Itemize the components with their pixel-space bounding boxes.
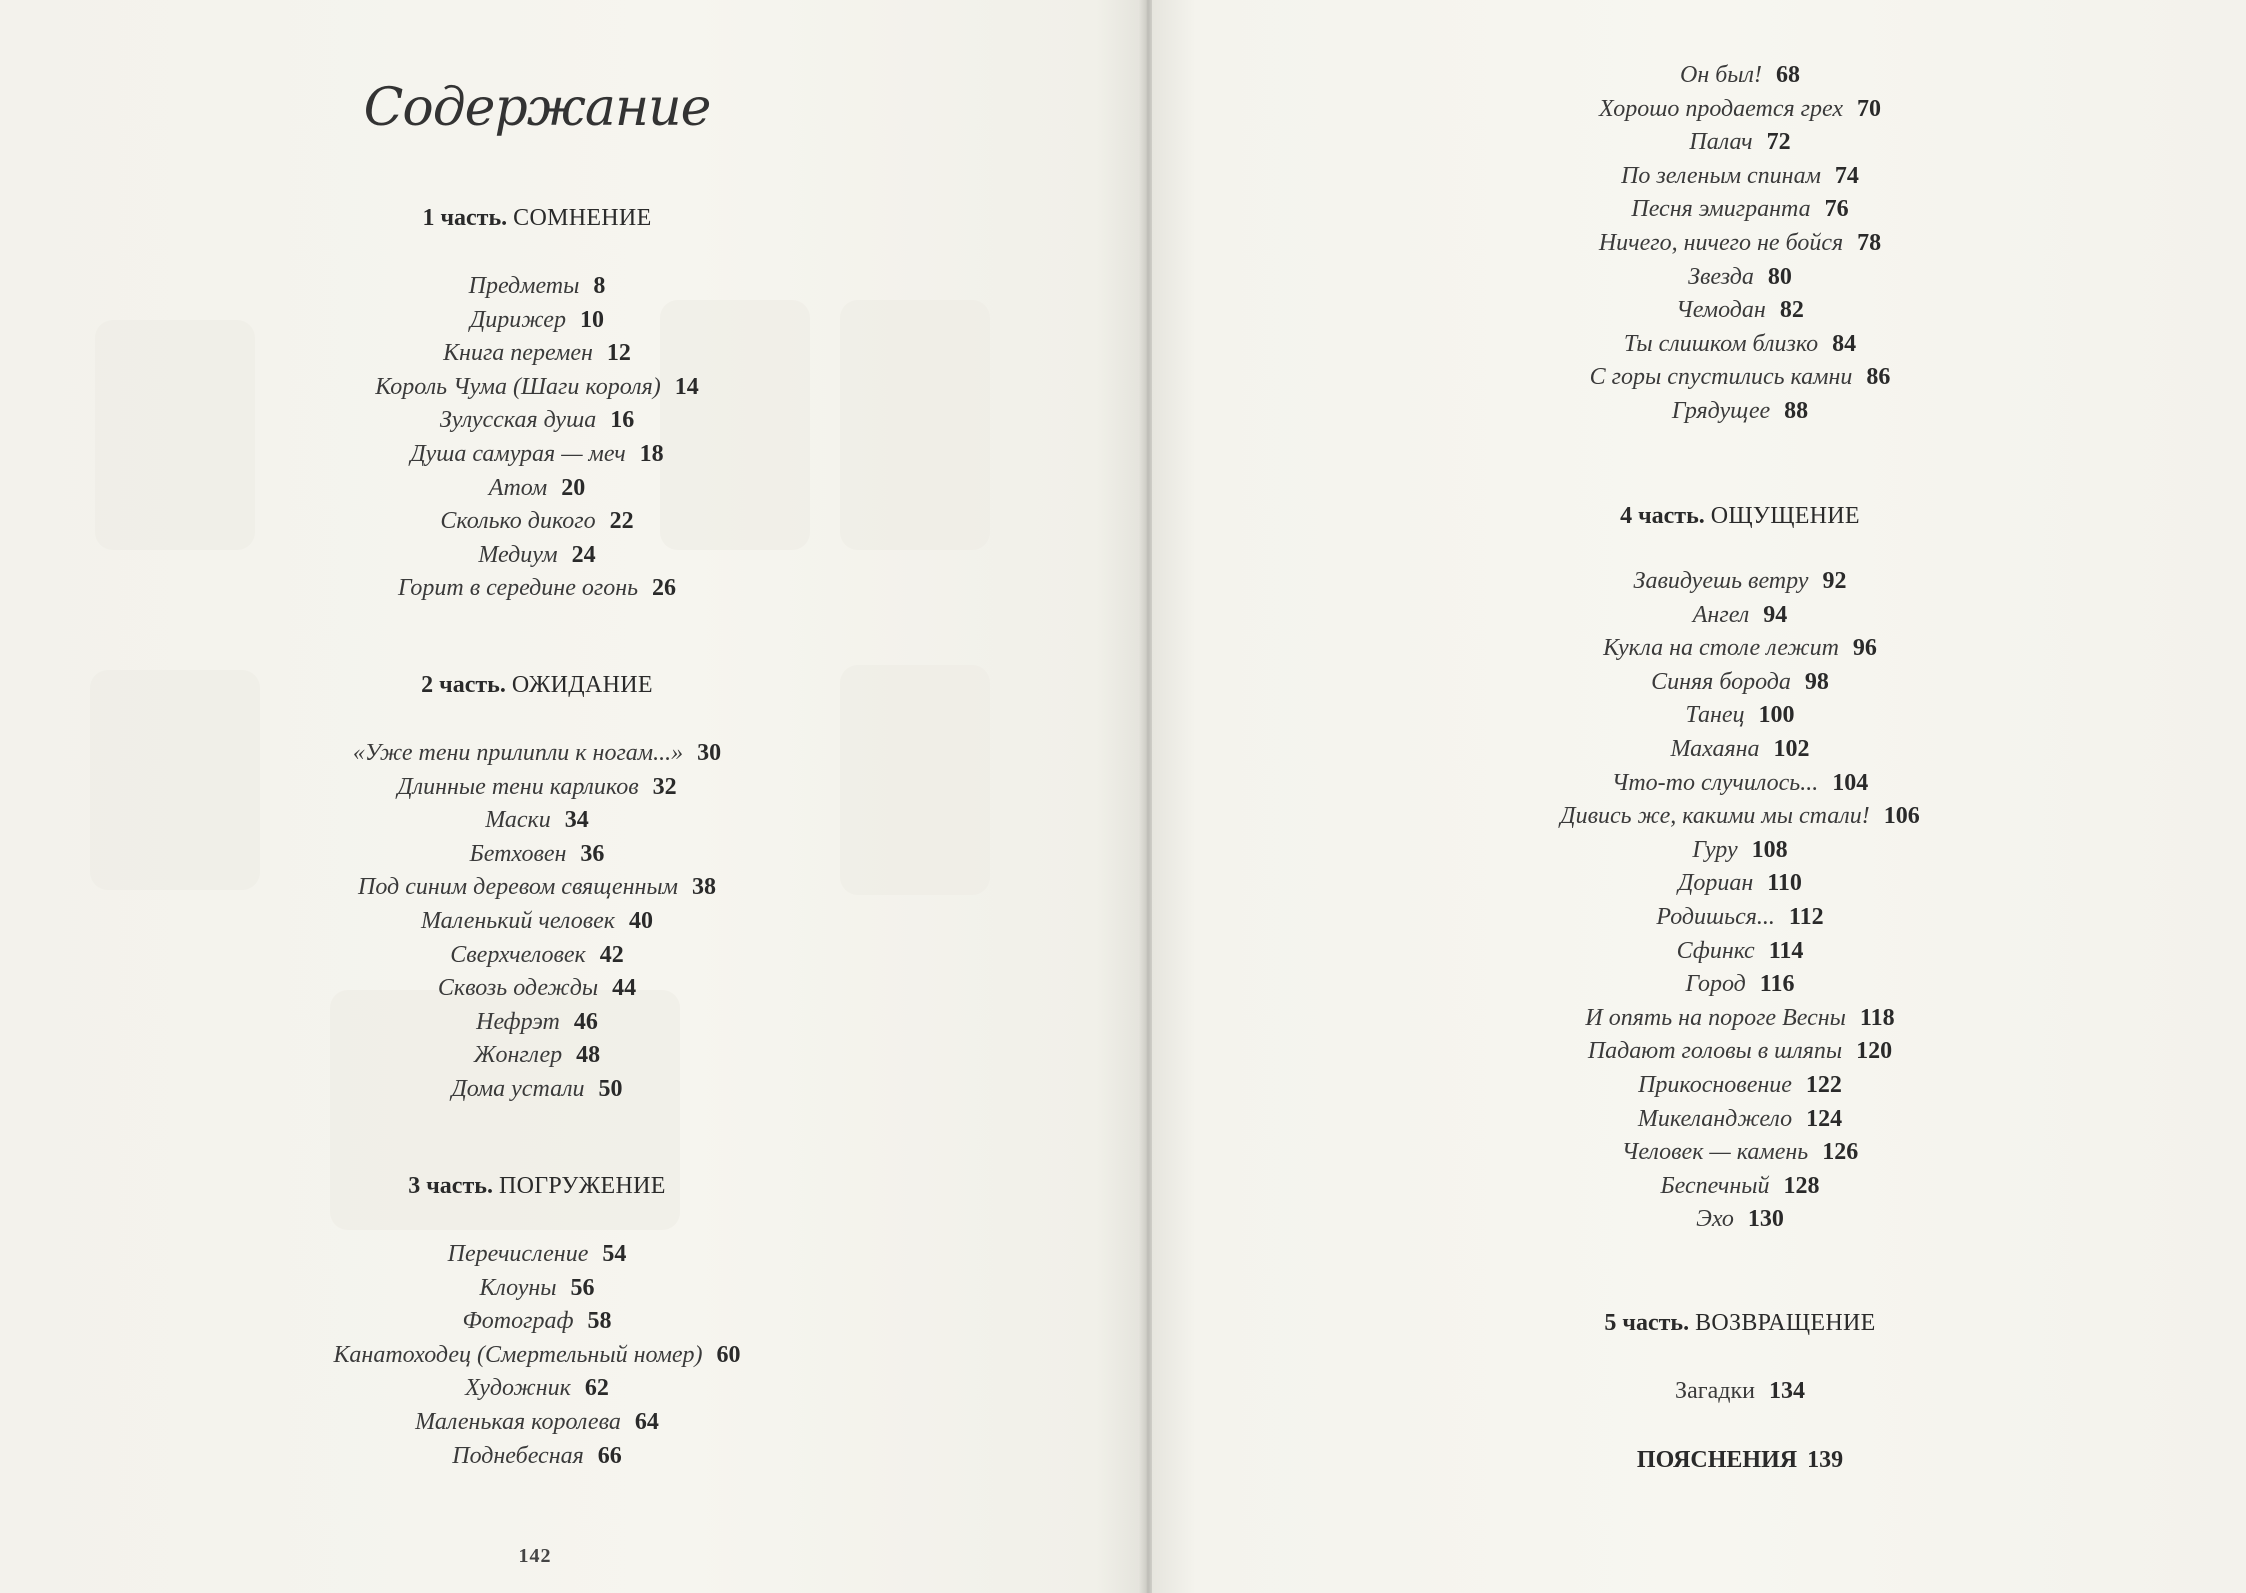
entry-page-number: 34: [564, 807, 589, 834]
entry-page-number: 60: [716, 1341, 741, 1368]
part-number: 3 часть.: [408, 1173, 493, 1199]
part-title: ОЖИДАНИЕ: [511, 672, 653, 698]
entry-page-number: 86: [1866, 364, 1891, 391]
entry-page-number: 94: [1763, 601, 1788, 628]
notes-page: 139: [1807, 1447, 1844, 1473]
entry-page-number: 8: [593, 273, 606, 299]
entry-page-number: 48: [576, 1042, 601, 1069]
toc-entry[interactable]: [1680, 62, 1800, 89]
entry-title: Жонглер: [473, 1042, 563, 1069]
show-through-shape: [840, 665, 990, 895]
entry-title: Бетховен: [469, 840, 567, 867]
entry-page-number: 44: [612, 975, 637, 1002]
toc-entry[interactable]: [448, 1241, 627, 1268]
entry-page-number: 56: [570, 1274, 595, 1301]
toc-entry[interactable]: [1696, 1206, 1784, 1233]
toc-entry[interactable]: [440, 508, 633, 535]
entry-title: Ничего, ничего не бойся: [1598, 230, 1844, 256]
toc-entry[interactable]: [358, 874, 716, 901]
toc-entry[interactable]: [1588, 1038, 1892, 1065]
entry-title: Сквозь одежды: [437, 975, 599, 1002]
entry-title: Канатоходец (Смертельный номер): [333, 1341, 703, 1368]
entry-title: Песня эмигранта: [1631, 196, 1811, 223]
toc-entry[interactable]: [415, 1409, 659, 1436]
entry-title: Загадки: [1675, 1378, 1755, 1404]
entry-page-number: 46: [573, 1008, 598, 1035]
toc-entry[interactable]: [1672, 398, 1808, 425]
toc-entry[interactable]: [462, 1308, 611, 1335]
entry-title: Ты слишком близко: [1623, 330, 1819, 357]
toc-entry[interactable]: [474, 1042, 600, 1069]
toc-entry[interactable]: [1692, 837, 1787, 864]
entry-page-number: 68: [1776, 62, 1801, 88]
entry-page-number: 70: [1856, 95, 1881, 122]
entry-page-number: 58: [587, 1308, 612, 1335]
entry-title: Город: [1685, 971, 1746, 998]
toc-entry[interactable]: [1651, 669, 1829, 696]
entry-title: Атом: [488, 474, 548, 501]
entry-title: Длинные тени карликов: [397, 773, 639, 800]
entry-title: Нефрэт: [476, 1008, 560, 1035]
entry-title: Танец: [1685, 702, 1745, 729]
entry-page-number: 76: [1824, 196, 1849, 223]
entry-page-number: 64: [634, 1409, 659, 1435]
entry-page-number: 130: [1747, 1206, 1784, 1233]
entry-page-number: 20: [561, 474, 586, 501]
entry-title: Маски: [485, 807, 551, 834]
part-heading: [421, 672, 653, 699]
entry-title: Махаяна: [1670, 736, 1760, 762]
toc-entry[interactable]: [1631, 196, 1848, 223]
toc-entry[interactable]: [452, 1443, 622, 1470]
entry-page-number: 124: [1806, 1105, 1843, 1132]
entry-title: И опять на пороге Весны: [1585, 1004, 1846, 1031]
entry-page-number: 72: [1766, 129, 1791, 156]
entry-title: Дирижер: [470, 306, 566, 333]
toc-entry[interactable]: [1622, 1139, 1858, 1166]
show-through-shape: [90, 670, 260, 890]
entry-page-number: 110: [1767, 870, 1802, 897]
show-through-shape: [95, 320, 255, 550]
entry-title: Предметы: [468, 273, 580, 299]
entry-page-number: 118: [1859, 1004, 1895, 1031]
entry-page-number: 54: [602, 1241, 627, 1267]
entry-title: Что-то случилось...: [1611, 769, 1819, 796]
toc-entry[interactable]: [333, 1342, 740, 1369]
entry-page-number: 88: [1784, 398, 1809, 424]
toc-entry[interactable]: [478, 542, 595, 569]
entry-title: Чемодан: [1676, 297, 1766, 324]
entry-title: Перечисление: [447, 1241, 589, 1267]
entry-page-number: 26: [652, 575, 677, 602]
part-title: ВОЗВРАЩЕНИЕ: [1695, 1310, 1876, 1336]
toc-entry[interactable]: [398, 575, 676, 602]
entry-page-number: 14: [674, 373, 699, 400]
toc-entry[interactable]: [438, 975, 636, 1002]
toc-entry[interactable]: [1599, 230, 1881, 257]
entry-title: Дома устали: [451, 1076, 585, 1102]
entry-title: Эхо: [1696, 1206, 1734, 1233]
toc-entry[interactable]: [1675, 1378, 1805, 1405]
toc-entry[interactable]: [1599, 96, 1881, 123]
entry-title: Синяя борода: [1651, 668, 1791, 695]
entry-page-number: 50: [598, 1076, 623, 1102]
toc-entry[interactable]: [1603, 635, 1877, 662]
entry-page-number: 62: [584, 1375, 609, 1402]
entry-page-number: 102: [1773, 736, 1810, 762]
part-number: 5 часть.: [1604, 1310, 1690, 1336]
entry-title: Человек — камень: [1621, 1139, 1809, 1166]
toc-entry[interactable]: [440, 407, 634, 434]
toc-entry[interactable]: [1689, 129, 1790, 156]
entry-page-number: 126: [1822, 1139, 1859, 1166]
toc-entry[interactable]: [1634, 568, 1847, 595]
entry-page-number: 84: [1832, 330, 1857, 357]
entry-page-number: 100: [1758, 702, 1795, 729]
entry-title: Звезда: [1688, 263, 1754, 290]
show-through-shape: [660, 300, 810, 550]
entry-page-number: 134: [1768, 1378, 1805, 1404]
entry-page-number: 42: [599, 941, 624, 968]
entry-title: Маленькая королева: [415, 1409, 621, 1435]
entry-title: Душа самурая — меч: [410, 441, 626, 467]
entry-title: По зеленым спинам: [1621, 162, 1821, 189]
toc-entry[interactable]: [470, 307, 604, 334]
toc-entry[interactable]: [1686, 971, 1795, 998]
toc-entry[interactable]: [1612, 770, 1868, 797]
toc-entry[interactable]: [1638, 1072, 1842, 1099]
toc-entry[interactable]: [1624, 331, 1856, 358]
toc-entry[interactable]: [410, 441, 663, 468]
entry-title: Сколько дикого: [440, 508, 596, 535]
entry-page-number: 66: [597, 1442, 622, 1469]
part-heading: [422, 205, 651, 232]
toc-entry[interactable]: [1678, 870, 1802, 897]
entry-page-number: 32: [652, 773, 677, 800]
entry-page-number: 108: [1751, 836, 1788, 863]
entry-page-number: 116: [1759, 971, 1795, 998]
toc-entry[interactable]: [421, 908, 653, 935]
entry-page-number: 98: [1804, 668, 1829, 695]
entry-title: Завидуешь ветру: [1633, 568, 1809, 594]
toc-entry[interactable]: [476, 1009, 598, 1036]
toc-entry[interactable]: [375, 374, 698, 401]
toc-entry[interactable]: [1677, 938, 1804, 965]
entry-title: Палач: [1689, 129, 1753, 156]
entry-title: Сфинкс: [1676, 937, 1755, 964]
part-heading: [1620, 503, 1860, 530]
toc-entry[interactable]: [1656, 904, 1823, 931]
entry-title: Клоуны: [479, 1274, 557, 1301]
entry-title: Дивись же, какими мы стали!: [1560, 803, 1870, 830]
entry-title: Беспечный: [1660, 1172, 1770, 1199]
toc-entry[interactable]: [1688, 264, 1792, 291]
entry-title: Горит в середине огонь: [397, 575, 639, 602]
toc-entry[interactable]: [1670, 736, 1809, 763]
toc-entry[interactable]: [1621, 163, 1859, 190]
entry-title: Король Чума (Шаги короля): [375, 373, 661, 400]
notes-entry: [1637, 1447, 1843, 1474]
entry-page-number: 92: [1822, 568, 1847, 594]
entry-page-number: 96: [1852, 635, 1877, 662]
entry-page-number: 122: [1805, 1072, 1842, 1098]
toc-entry[interactable]: [479, 1275, 594, 1302]
entry-page-number: 74: [1834, 162, 1859, 189]
toc-entry[interactable]: [485, 807, 589, 834]
entry-page-number: 38: [691, 874, 716, 901]
toc-entry[interactable]: [1638, 1106, 1842, 1133]
entry-title: Хорошо продается грех: [1599, 95, 1843, 122]
toc-entry[interactable]: [353, 740, 721, 767]
notes-title: ПОЯСНЕНИЯ: [1636, 1447, 1798, 1473]
toc-entry[interactable]: [1590, 364, 1891, 391]
entry-page-number: 24: [571, 541, 596, 568]
toc-entry[interactable]: [397, 774, 676, 801]
entry-title: Под синим деревом священным: [358, 874, 678, 901]
entry-page-number: 18: [639, 441, 664, 467]
entry-title: Кукла на столе лежит: [1603, 635, 1839, 662]
part-title: ОЩУЩЕНИЕ: [1710, 503, 1860, 529]
toc-entry[interactable]: [1560, 803, 1919, 830]
entry-title: «Уже тени прилипли к ногам...»: [352, 740, 684, 766]
entry-title: Грядущее: [1671, 398, 1771, 424]
entry-title: Фотограф: [462, 1308, 574, 1335]
part-title: ПОГРУЖЕНИЕ: [498, 1173, 666, 1199]
entry-title: Прикосновение: [1638, 1072, 1792, 1098]
entry-title: Медиум: [478, 541, 558, 568]
entry-title: Поднебесная: [452, 1442, 584, 1469]
entry-page-number: 12: [606, 340, 631, 367]
toc-entry[interactable]: [451, 1076, 622, 1103]
entry-title: Гуру: [1692, 836, 1738, 863]
entry-title: Художник: [465, 1375, 571, 1402]
toc-entry[interactable]: [465, 1375, 609, 1402]
toc-entry[interactable]: [450, 942, 624, 969]
toc-entry[interactable]: [1585, 1005, 1894, 1032]
entry-title: Маленький человек: [421, 908, 615, 934]
part-number: 1 часть.: [422, 205, 508, 231]
entry-page-number: 40: [628, 908, 653, 934]
right-page: [1152, 0, 2246, 1593]
toc-entry[interactable]: [1693, 602, 1787, 629]
entry-page-number: 104: [1832, 769, 1869, 796]
toc-entry[interactable]: [1660, 1173, 1819, 1200]
entry-page-number: 10: [579, 306, 604, 333]
toc-entry[interactable]: [489, 475, 585, 502]
part-number: 2 часть.: [421, 672, 506, 698]
entry-title: Ангел: [1692, 601, 1750, 628]
part-title: СОМНЕНИЕ: [513, 205, 652, 231]
entry-title: Сверхчеловек: [450, 941, 586, 968]
contents-title: Содержание: [363, 78, 711, 138]
page-number: 142: [518, 1545, 552, 1567]
part-heading: [408, 1173, 665, 1200]
entry-title: Он был!: [1679, 62, 1763, 88]
entry-title: Книга перемен: [443, 340, 593, 367]
entry-page-number: 112: [1788, 904, 1824, 930]
entry-page-number: 36: [580, 840, 605, 867]
entry-title: Дориан: [1678, 870, 1754, 897]
entry-title: Зулусская душа: [439, 407, 597, 434]
entry-page-number: 106: [1883, 803, 1920, 830]
entry-page-number: 22: [609, 508, 634, 535]
entry-page-number: 78: [1857, 230, 1882, 256]
toc-entry[interactable]: [470, 841, 605, 868]
entry-page-number: 114: [1768, 937, 1804, 964]
entry-title: Микеланджело: [1637, 1105, 1793, 1132]
entry-page-number: 30: [697, 740, 722, 766]
entry-title: Родишься...: [1656, 904, 1775, 930]
show-through-shape: [840, 300, 990, 550]
entry-page-number: 16: [610, 407, 635, 434]
toc-entry[interactable]: [469, 273, 606, 300]
part-number: 4 часть.: [1620, 503, 1705, 529]
entry-page-number: 120: [1856, 1038, 1893, 1065]
entry-page-number: 82: [1779, 297, 1804, 324]
part-heading: [1604, 1310, 1875, 1337]
toc-entry[interactable]: [1676, 297, 1804, 324]
toc-entry[interactable]: [443, 340, 631, 367]
entry-page-number: 128: [1783, 1172, 1820, 1199]
entry-title: С горы спустились камни: [1589, 364, 1853, 391]
entry-page-number: 80: [1767, 263, 1792, 290]
entry-title: Падают головы в шляпы: [1587, 1038, 1843, 1065]
toc-entry[interactable]: [1685, 702, 1794, 729]
